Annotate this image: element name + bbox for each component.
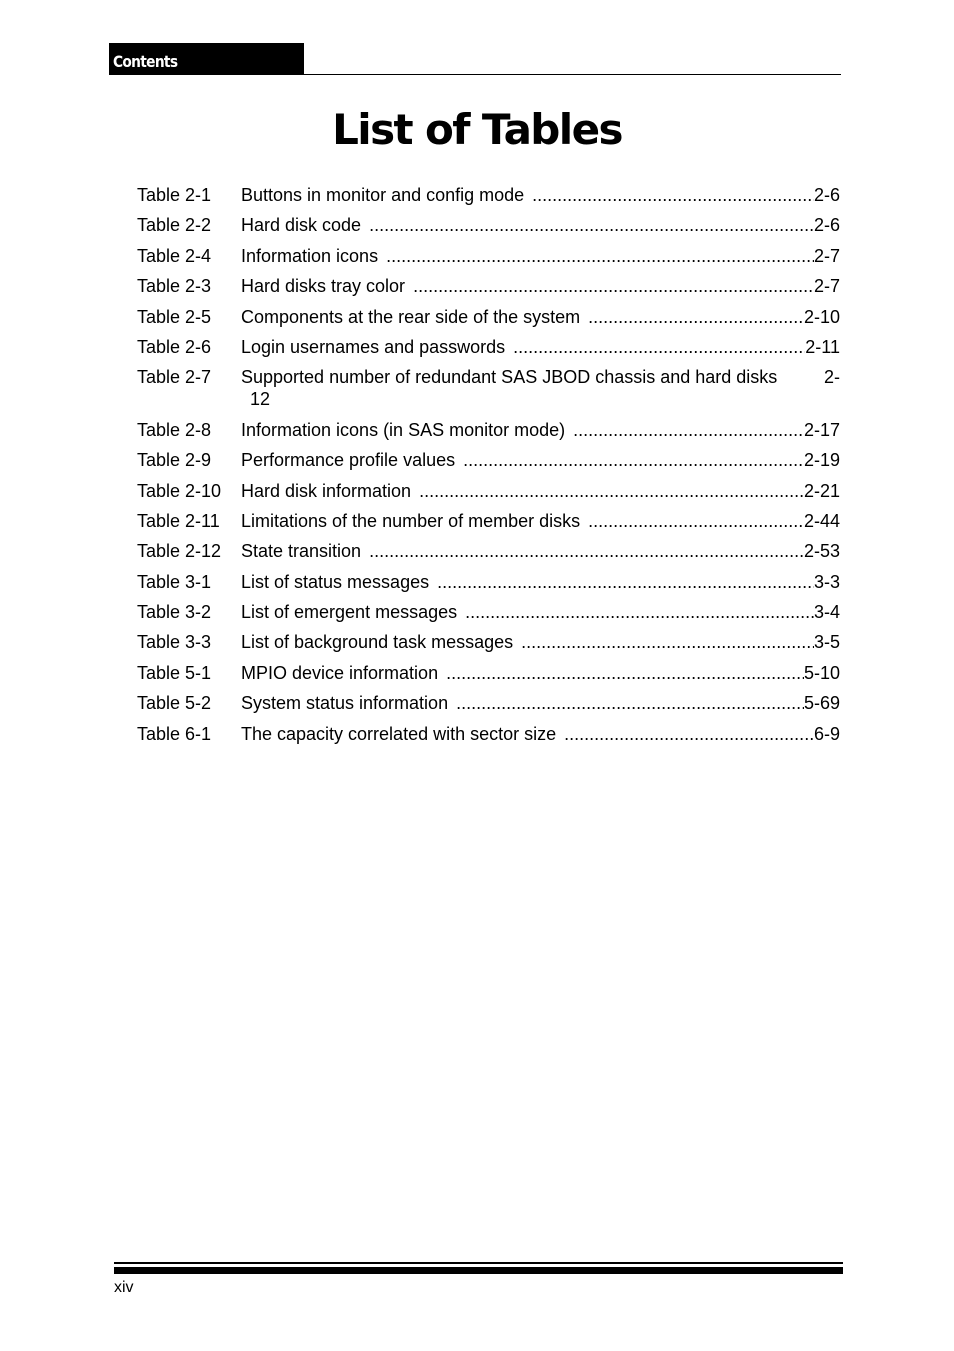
toc-entry-page: 2-53 xyxy=(803,541,840,562)
toc-entry-title: Performance profile values xyxy=(241,450,456,471)
dot-leader xyxy=(446,662,804,684)
toc-entry[interactable] xyxy=(137,510,840,532)
toc-entry-label: Table 2-10 xyxy=(137,480,222,501)
toc-entry-page: 6-9 xyxy=(813,723,840,744)
toc-entry-page: 2-7 xyxy=(813,276,840,297)
toc-entry[interactable] xyxy=(137,336,840,358)
table-list xyxy=(137,184,840,753)
toc-entry-label: Table 2-1 xyxy=(137,185,212,205)
dot-leader xyxy=(413,275,814,297)
toc-entry-title: Limitations of the number of member disks xyxy=(241,510,581,531)
toc-entry-page: 2-11 xyxy=(805,336,840,357)
toc-entry-title: List of background task messages xyxy=(241,632,514,653)
toc-entry-page: 3-5 xyxy=(813,632,840,653)
page-number: xiv xyxy=(114,1279,134,1296)
dot-leader xyxy=(521,631,814,653)
toc-entry[interactable] xyxy=(137,631,840,653)
toc-entry-label: Table 2-12 xyxy=(137,541,222,562)
toc-entry-page: 2-10 xyxy=(803,306,840,327)
dot-leader xyxy=(588,510,804,532)
toc-entry-title: Hard disk information xyxy=(241,480,412,501)
header-rule xyxy=(109,74,841,75)
toc-entry-title: Information icons xyxy=(241,245,379,266)
toc-entry-page: 2-7 xyxy=(813,245,840,266)
toc-entry-label: Table 2-3 xyxy=(137,276,212,297)
toc-entry[interactable] xyxy=(137,723,840,745)
toc-entry-title: System status information xyxy=(241,693,449,714)
toc-entry-title: Supported number of redundant SAS JBOD chassis and hard disks xyxy=(241,367,778,388)
toc-entry-page: 2- xyxy=(823,367,840,388)
toc-entry[interactable] xyxy=(137,692,840,714)
toc-entry-page: 5-10 xyxy=(803,662,840,683)
toc-entry[interactable] xyxy=(137,275,840,297)
dot-leader xyxy=(573,419,804,441)
toc-entry-label: Table 3-2 xyxy=(137,602,212,623)
toc-entry[interactable] xyxy=(137,571,840,593)
toc-entry-page: 2-21 xyxy=(803,480,840,501)
toc-entry[interactable] xyxy=(137,601,840,623)
dot-leader xyxy=(513,336,805,358)
dot-leader xyxy=(463,449,804,471)
dot-leader xyxy=(588,306,804,328)
toc-entry-title: The capacity correlated with sector size xyxy=(241,723,557,744)
page-title: List of Tables xyxy=(332,105,622,154)
toc-entry-title: Hard disk code xyxy=(241,215,362,236)
dot-leader xyxy=(369,540,804,562)
dot-leader xyxy=(419,480,804,502)
toc-entry[interactable] xyxy=(137,245,840,267)
footer-rule-thin xyxy=(114,1262,843,1264)
toc-entry-label: Table 2-6 xyxy=(137,336,212,357)
toc-entry-label: Table 2-5 xyxy=(137,306,212,327)
toc-entry[interactable] xyxy=(137,214,840,236)
header-section-label: Contents xyxy=(113,52,178,71)
toc-entry-label: Table 2-8 xyxy=(137,419,212,440)
toc-entry-title: Buttons in monitor and config mode xyxy=(241,185,525,205)
toc-entry-label: Table 5-2 xyxy=(137,693,212,714)
toc-entry-page: 2-6 xyxy=(813,185,840,205)
toc-entry-page: 5-69 xyxy=(803,693,840,714)
toc-entry-page: 2-19 xyxy=(803,450,840,471)
toc-entry-label: Table 2-2 xyxy=(137,215,212,236)
dot-leader xyxy=(437,571,814,593)
toc-entry-title: Hard disks tray color xyxy=(241,276,406,297)
toc-entry-label: Table 2-11 xyxy=(137,510,220,531)
toc-entry-label: Table 2-7 xyxy=(137,367,212,388)
dot-leader xyxy=(386,245,814,267)
toc-entry-page: 2-44 xyxy=(803,510,840,531)
toc-entry-label: Table 3-1 xyxy=(137,571,212,592)
toc-entry-title: List of status messages xyxy=(241,571,430,592)
header-section-tab xyxy=(109,43,304,75)
toc-entry-page: 2-6 xyxy=(813,215,840,236)
toc-entry[interactable] xyxy=(137,449,840,471)
toc-entry-title: Login usernames and passwords xyxy=(241,336,506,357)
dot-leader xyxy=(465,601,814,623)
dot-leader xyxy=(532,184,814,206)
toc-entry-page-continued: 12 xyxy=(250,389,271,410)
dot-leader xyxy=(564,723,814,745)
toc-entry-label: Table 5-1 xyxy=(137,662,212,683)
toc-entry[interactable] xyxy=(137,480,840,502)
toc-entry-title: MPIO device information xyxy=(241,662,439,683)
toc-entry-label: Table 2-4 xyxy=(137,245,212,266)
footer-rule-thick xyxy=(114,1267,843,1274)
toc-entry-label: Table 3-3 xyxy=(137,632,212,653)
toc-entry-title: State transition xyxy=(241,541,362,562)
dot-leader xyxy=(456,692,804,714)
toc-entry[interactable] xyxy=(137,306,840,328)
toc-entry-label: Table 2-9 xyxy=(137,450,212,471)
toc-entry[interactable] xyxy=(137,540,840,562)
dot-leader xyxy=(369,214,814,236)
toc-entry[interactable] xyxy=(137,662,840,684)
toc-entry[interactable] xyxy=(137,419,840,441)
toc-entry-page: 2-17 xyxy=(803,419,840,440)
toc-entry[interactable] xyxy=(137,366,840,410)
toc-entry-page: 3-4 xyxy=(813,602,840,623)
toc-entry-label: Table 6-1 xyxy=(137,723,212,744)
toc-entry-page: 3-3 xyxy=(813,571,840,592)
toc-entry[interactable] xyxy=(137,184,840,206)
toc-entry-title: Components at the rear side of the system xyxy=(241,306,581,327)
toc-entry-title: List of emergent messages xyxy=(241,602,458,623)
toc-entry-title: Information icons (in SAS monitor mode) xyxy=(241,419,566,440)
